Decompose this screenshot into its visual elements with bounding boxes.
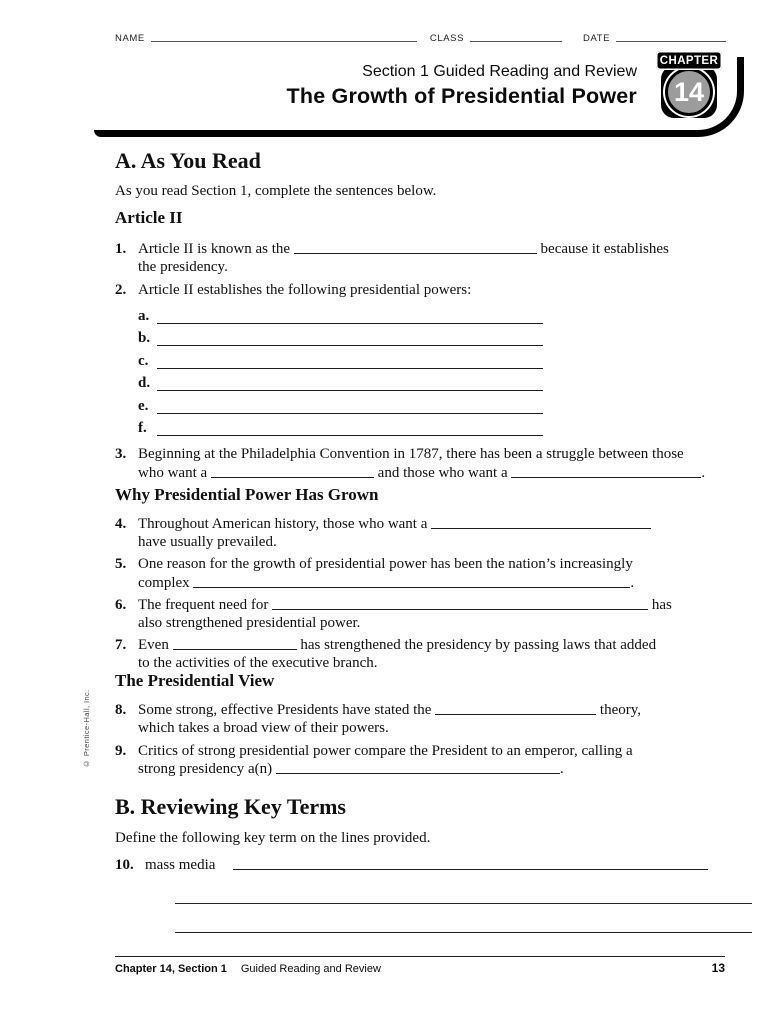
question-item [115,445,715,482]
key-term-label: mass media [145,857,216,873]
footer [115,961,725,975]
answer-row [138,346,715,369]
question-body [138,742,715,779]
answer-row [138,414,715,437]
fill-in-blank [431,516,651,529]
fill-in-blank [157,342,543,346]
name-field-label: NAME [115,33,145,44]
page-title: The Growth of Presidential Power [286,84,637,108]
footer-page-number: 13 [711,961,725,975]
text-run: Article II is known as the [138,241,294,257]
question-body [138,281,715,436]
question-item [115,281,715,436]
question-number: 7. [115,636,127,653]
subsection-heading: The Presidential View [115,671,275,690]
writing-line [175,904,752,933]
question-body [138,596,715,633]
fill-in-blank [233,857,708,870]
question-item [115,742,715,779]
answer-rows [138,301,715,436]
subsection-heading: Why Presidential Power Has Grown [115,485,379,504]
text-run: which takes a broad view of their powers. [138,720,389,737]
question-item [115,515,715,552]
question-body [138,701,715,738]
text-run: theory, [596,702,642,718]
chapter-badge-shield [661,66,717,118]
answer-row [138,301,715,324]
footer-section-label: Guided Reading and Review [240,963,381,975]
footer-chapter-label: Chapter 14, Section 1 [115,963,227,975]
fill-in-blank [193,575,630,588]
text-run: and those who want a [373,464,512,481]
fill-in-blank [173,637,297,650]
text-run: has [648,596,672,613]
text-run: strong presidency a(n) [138,761,276,778]
answer-letter: f. [138,420,147,437]
key-term-line [145,856,755,875]
text-run: Some strong, effective Presidents have stated the [138,702,436,718]
question-number: 9. [115,742,127,759]
answer-row [138,324,715,347]
text-run: has strengthened the presidency by passing laws that added [296,636,657,653]
fill-in-blank [157,387,543,391]
writing-line [175,875,752,904]
section-b-intro: Define the following key term on the lines provided. [115,830,431,846]
class-field-label: CLASS [429,33,465,44]
answer-letter: e. [138,397,149,414]
section-b-heading: B. Reviewing Key Terms [115,794,346,819]
answer-letter: b. [138,330,151,347]
fill-in-blank [511,465,701,478]
text-run: complex [138,574,194,591]
fill-in-blank [276,761,560,774]
worksheet-content [115,0,715,1024]
text-run: The frequent need for [138,596,273,613]
question-number: 1. [115,241,127,257]
fill-in-blank [435,702,596,715]
question-number: 5. [115,556,127,573]
text-run: Even [138,636,173,653]
question-body [138,555,715,592]
chapter-badge [652,51,726,118]
question-number: 2. [115,281,127,298]
text-run: Article II establishes the following presidential powers: [138,281,472,298]
question-item [115,596,715,633]
section-subtitle: Section 1 Guided Reading and Review [362,63,637,80]
question-body [138,240,715,277]
question-item [115,240,715,277]
fill-in-blank [211,465,374,478]
question-number: 8. [115,702,127,718]
section-a-heading: A. As You Read [115,148,261,173]
text-run: . [701,464,706,481]
question-item [115,555,715,592]
question-item [115,701,715,738]
fill-in-blank [294,241,537,254]
subsection-heading: Article II [115,208,183,227]
question-number: 6. [115,596,127,613]
fill-in-blank [157,320,543,324]
text-run: One reason for the growth of presidential power has been the nation’s increasingly [138,556,633,573]
text-run: Beginning at the Philadelphia Convention in 1787, there has been a struggle between those [138,446,684,463]
fill-in-blank [157,410,543,414]
answer-letter: c. [138,352,149,369]
section-a-intro: As you read Section 1, complete the sentences below. [115,183,437,199]
text-run: Critics of strong presidential power compare the President to an emperor, calling a [138,742,633,759]
subsection-why-power-has-grown [115,484,715,676]
text-run: Throughout American history, those who want a [138,516,432,532]
text-run: . [559,761,564,778]
question-number: 3. [115,446,127,463]
text-run: also strengthened presidential power. [138,615,361,632]
date-field-label: DATE [583,33,611,44]
text-run: the presidency. [138,259,228,276]
footer-rule [115,956,725,957]
fill-in-blank [157,432,543,436]
question-number: 10. [115,857,134,873]
copyright-vertical-text: © Prentice-Hall, Inc. [82,689,91,768]
question-number: 4. [115,516,127,532]
text-run: to the activities of the executive branch. [138,655,378,672]
answer-row [138,391,715,414]
text-run: have usually prevailed. [138,534,277,551]
question-item [115,636,715,673]
chapter-number: 14 [665,68,713,116]
answer-letter: a. [138,307,150,324]
answer-row [138,369,715,392]
question-body [138,445,715,482]
chapter-badge-label: CHAPTER [656,51,722,70]
subsection-article-ii [115,207,715,486]
question-body [138,636,715,673]
subsection-presidential-view [115,670,715,783]
key-term-item [115,856,755,933]
answer-letter: d. [138,375,151,392]
fill-in-blank [157,365,543,369]
question-body [138,515,715,552]
text-run: . [630,574,635,591]
fill-in-blank [272,597,648,610]
text-run: because it establishes [536,241,669,257]
text-run: who want a [138,464,211,481]
